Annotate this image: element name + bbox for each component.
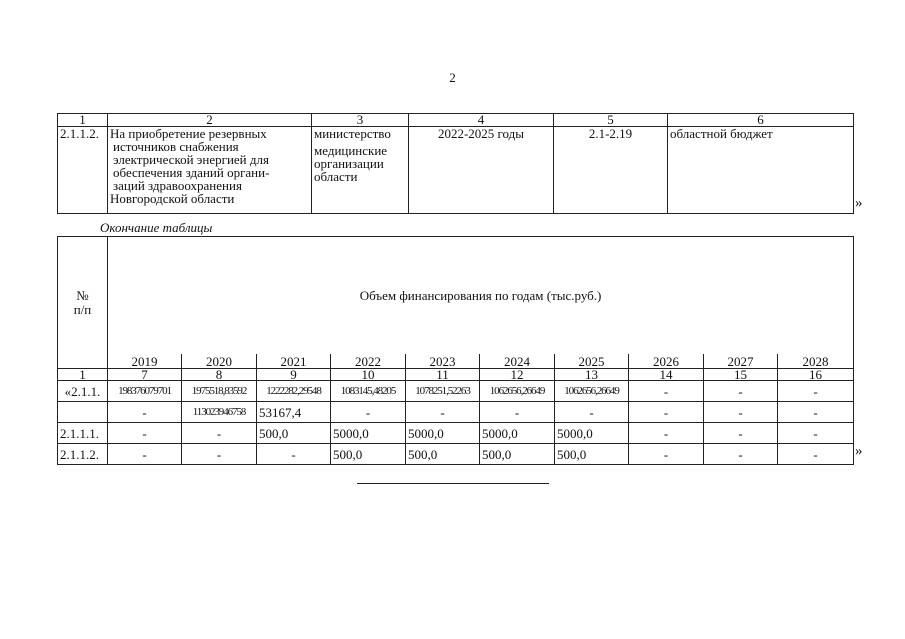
executor-line: области (314, 169, 358, 184)
year-cell: 2027 (704, 354, 778, 369)
measures-table-top (57, 113, 854, 214)
top-table-header-row (58, 114, 854, 127)
funding-value: 1078251,52263 (406, 381, 480, 402)
year-cell: 2020 (182, 354, 257, 369)
funding-value: - (778, 402, 854, 423)
top-header-cell: 6 (668, 114, 854, 127)
col-number-cell: 7 (108, 369, 182, 381)
table-caption: Окончание таблицы (100, 220, 213, 235)
footer-divider (357, 483, 549, 484)
year-cell: 2022 (331, 354, 406, 369)
funding-value: - (629, 444, 704, 465)
funding-value: - (182, 444, 257, 465)
col-number-cell: 10 (331, 369, 406, 381)
funding-value: 1062656,26649 (555, 381, 629, 402)
funding-value: - (629, 423, 704, 444)
funding-value: 1222282,29548 (257, 381, 331, 402)
top-header-cell: 5 (554, 114, 668, 127)
funding-value: 5000,0 (331, 423, 406, 444)
col-numbers-row (58, 369, 854, 381)
funding-value: - (629, 381, 704, 402)
measure-indicators: 2.1-2.19 (554, 127, 668, 214)
year-cell: 2025 (555, 354, 629, 369)
funding-header: Объем финансирования по годам (тыс.руб.) (108, 237, 854, 354)
funding-value: - (704, 381, 778, 402)
funding-value: - (704, 402, 778, 423)
funding-header-row (58, 237, 854, 354)
year-cell: 2021 (257, 354, 331, 369)
row-number (58, 402, 108, 423)
measure-period: 2022-2025 годы (409, 127, 554, 214)
funding-value: - (704, 444, 778, 465)
col-number-cell: 9 (257, 369, 331, 381)
executor-line: медицинские (314, 143, 388, 158)
funding-value: 500,0 (331, 444, 406, 465)
funding-value: - (778, 444, 854, 465)
funding-value: 53167,4 (257, 402, 331, 423)
funding-value: 1975518,83592 (182, 381, 257, 402)
funding-value: - (182, 423, 257, 444)
measure-name-line: источников снабжения (113, 139, 239, 154)
funding-value: - (778, 423, 854, 444)
funding-value: - (555, 402, 629, 423)
row-number: 2.1.1.2. (58, 444, 108, 465)
funding-value: - (108, 402, 182, 423)
funding-value: - (257, 444, 331, 465)
year-cell: 2028 (778, 354, 854, 369)
funding-value: - (778, 381, 854, 402)
funding-value: - (331, 402, 406, 423)
measure-source: областной бюджет (668, 127, 854, 214)
page-number: 2 (449, 70, 456, 85)
measure-name-line: электрической энергией для (113, 152, 269, 167)
executor-line: министерство (314, 126, 391, 141)
row-number: 2.1.1.1. (58, 423, 108, 444)
funding-row (58, 444, 854, 465)
funding-value: 198376079701 (108, 381, 182, 402)
col-number-cell: 12 (480, 369, 555, 381)
funding-row (58, 402, 854, 423)
funding-value: 500,0 (406, 444, 480, 465)
executor-line: организации (314, 156, 384, 171)
measure-name-line: Новгородской области (110, 191, 235, 206)
year-cell: 2023 (406, 354, 480, 369)
col-number-header: № п/п (58, 237, 108, 369)
closing-quote-bottom: » (855, 443, 863, 459)
funding-value: 1083145,48205 (331, 381, 406, 402)
funding-value: 500,0 (257, 423, 331, 444)
funding-value: 113023946758 (182, 402, 257, 423)
funding-row (58, 423, 854, 444)
funding-value: 5000,0 (406, 423, 480, 444)
year-cell: 2026 (629, 354, 704, 369)
row-number: «2.1.1. (58, 381, 108, 402)
funding-value: 1062656,26649 (480, 381, 555, 402)
funding-value: - (108, 423, 182, 444)
funding-table (57, 236, 854, 465)
measure-executor (312, 127, 409, 214)
col-number-cell: 1 (58, 369, 108, 381)
funding-value: - (480, 402, 555, 423)
measure-name-line: На приобретение резервных (110, 126, 267, 141)
col-number-cell: 15 (704, 369, 778, 381)
funding-value: - (629, 402, 704, 423)
funding-value: - (704, 423, 778, 444)
closing-quote-top: » (855, 195, 863, 211)
col-number-cell: 8 (182, 369, 257, 381)
col-number-cell: 13 (555, 369, 629, 381)
top-header-cell: 4 (409, 114, 554, 127)
top-header-cell: 3 (312, 114, 409, 127)
funding-row (58, 381, 854, 402)
funding-value: 5000,0 (555, 423, 629, 444)
measure-name-line: обеспечения зданий органи- (113, 165, 270, 180)
funding-value: 5000,0 (480, 423, 555, 444)
year-cell: 2019 (108, 354, 182, 369)
year-cell: 2024 (480, 354, 555, 369)
funding-value: 500,0 (480, 444, 555, 465)
measure-number: 2.1.1.2. (58, 127, 108, 214)
col-number-cell: 14 (629, 369, 704, 381)
col-number-cell: 16 (778, 369, 854, 381)
funding-value: 500,0 (555, 444, 629, 465)
funding-value: - (108, 444, 182, 465)
funding-value: - (406, 402, 480, 423)
col-number-cell: 11 (406, 369, 480, 381)
measure-name-line: заций здравоохранения (113, 178, 242, 193)
top-header-cell: 2 (108, 114, 312, 127)
top-header-cell: 1 (58, 114, 108, 127)
measure-name (108, 127, 312, 214)
top-table-row (58, 127, 854, 214)
